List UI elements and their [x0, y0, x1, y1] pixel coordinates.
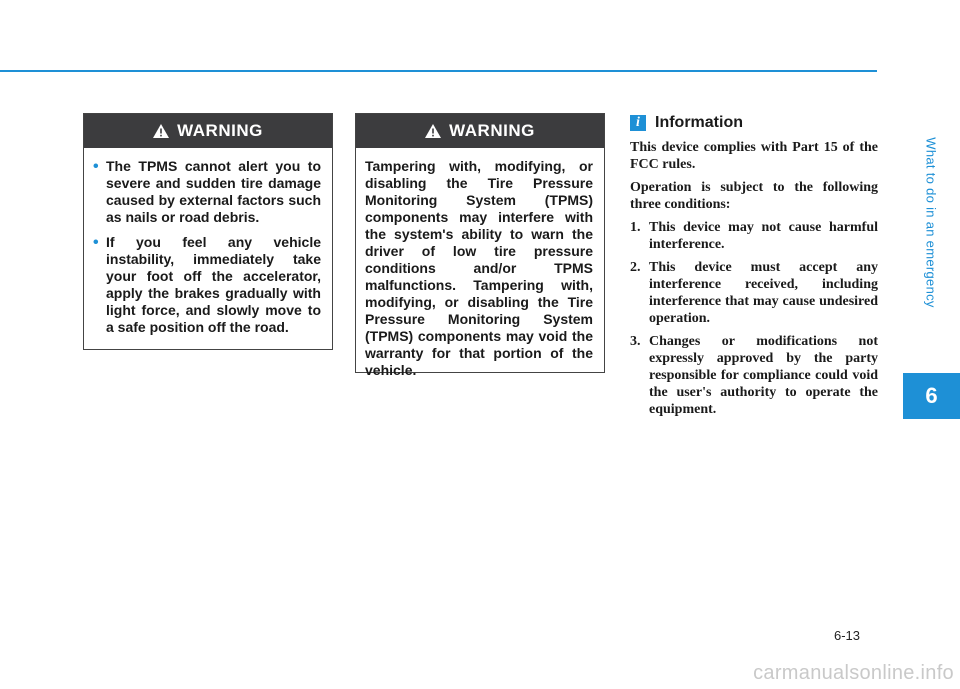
warning-triangle-icon [153, 124, 169, 138]
warning-header [84, 114, 332, 148]
warning-bullet: • The TPMS cannot alert you to severe and sudden tire damage caused by external factors such as nails or road debris. [98, 158, 321, 226]
warning-bullet: • If you feel any vehicle instability, immediately take your foot off the accelerator, apply the brakes gradually with light force, and slowly move to a safe position off the road. [98, 234, 321, 336]
side-tab [903, 72, 960, 418]
top-rule [0, 70, 877, 72]
warning-body [84, 148, 332, 354]
information-paragraph: Operation is subject to the following three conditions: [630, 180, 878, 212]
warning-title: WARNING [177, 121, 263, 140]
information-section [630, 114, 878, 424]
information-title: Information [655, 114, 743, 131]
warning-box-middle [355, 113, 605, 378]
information-paragraph: This device complies with Part 15 of the FCC rules. [630, 140, 878, 172]
information-list [630, 219, 878, 418]
warning-title: WARNING [449, 121, 535, 140]
warning-triangle-icon [425, 124, 441, 138]
information-header [630, 114, 878, 131]
list-item: 1. This device may not cause harmful interference. [630, 220, 878, 252]
warning-box-left [83, 113, 333, 350]
chapter-number: 6 [903, 373, 960, 419]
page-number: 6-13 [834, 628, 861, 643]
section-title: What to do in an emergency [924, 136, 940, 308]
list-item: 2. This device must accept any interference received, including interference that may cause undesired operation. [630, 260, 878, 326]
info-icon: i [630, 115, 646, 131]
watermark: carmanualsonline.info [753, 662, 954, 684]
warning-text: Tampering with, modifying, or disabling the Tire Pressure Monitoring System (TPMS) components may interfere with the system's ability to warn the driver of low tire pressure conditions and/or TPMS malfunctions. Tampering with, modifying, or disabling the Tire Pressure Monitoring System (TPMS) components may void the warranty for that portion of the vehicle. [365, 158, 593, 378]
warning-header [356, 114, 604, 148]
list-item: 3. Changes or modifications not expressly approved by the party responsible for compliance could void the user's authority to operate the equipment. [630, 334, 878, 417]
